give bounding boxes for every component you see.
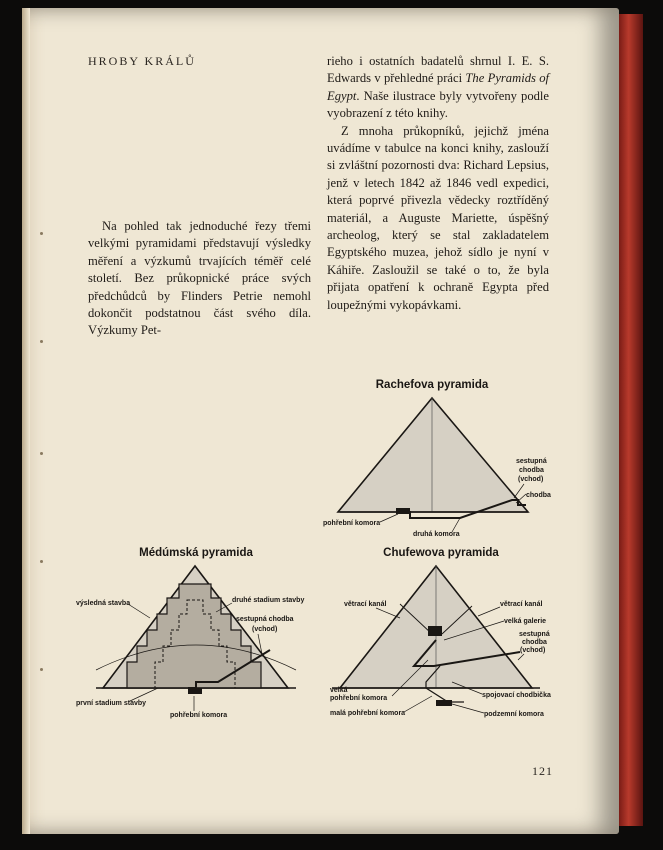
leader-line <box>478 607 500 616</box>
label: sestupná chodba <box>236 616 294 623</box>
running-header: HROBY KRÁLŮ <box>88 54 196 68</box>
label: pohřební komora <box>330 695 388 702</box>
book-title: The Pyramids of Egypt <box>327 71 549 103</box>
medum-pyramid-diagram <box>76 547 304 719</box>
label: malá pohřební komora <box>330 710 406 717</box>
rachef-pyramid-diagram <box>323 379 551 538</box>
subterranean-chamber <box>436 700 452 706</box>
label: pohřební komora <box>323 520 381 527</box>
label: větrací kanál <box>344 601 387 608</box>
label: sestupná <box>516 458 547 465</box>
label: výsledná stavba <box>76 600 131 607</box>
text-run: . Naše ilustrace byly vytvořeny podle vyobrazení z této knihy. <box>327 88 549 121</box>
label: sestupná <box>519 631 550 638</box>
leader-line <box>404 696 432 712</box>
paragraph: Na pohled tak jednoduché řezy třemi velkými pyramidami představují výsledky měření a výzkumů trvajících téměř celé století. Bez průkopnické práce svých předchůdců by Flinders Petrie nemohl dokončit podstatnou část svého díla. Výzkumy Pet- <box>88 219 311 338</box>
label: první stadium stavby <box>76 700 147 707</box>
leader-line <box>452 518 460 532</box>
text-run: rieho i ostatních badatelů shrnul I. E. S. Edwards v přehledné práci <box>327 54 549 86</box>
label: velká <box>330 687 348 694</box>
label: větrací kanál <box>500 601 543 608</box>
label: chodba <box>519 467 544 474</box>
label: podzemní komora <box>484 711 544 718</box>
leader-line <box>514 484 524 498</box>
label: velká galerie <box>504 618 547 625</box>
paragraph: Z mnoha průkopníků, jejichž jména uvádíme v tabulce na konci knihy, zaslouží si zvláštní pozornosti dva: Richard Lepsius, jenž v letech 1842 až 1846 vedl expedici, která poprvé přivezla vědecky roztříděný materiál, a Auguste Mariette, úspěšný archeolog, který se stal zakladatelem Egyptského muzea, jehož sídlo je nyní v Káhiře. Zasloužil se také o to, že byla přijata opatření k ochraně Egypta před loupežnými vykopávkami. <box>327 123 549 312</box>
leader-line <box>518 654 524 660</box>
leader-line <box>376 608 400 618</box>
diagram-title: Rachefova pyramida <box>375 379 489 391</box>
label: chodba <box>526 492 551 499</box>
label: (vchod) <box>520 647 546 654</box>
diagram-title: Médúmská pyramida <box>139 547 253 559</box>
page-number: 121 <box>532 764 553 778</box>
burial-chamber <box>396 508 410 514</box>
label: druhá komora <box>413 531 460 538</box>
label: chodba <box>522 639 547 646</box>
label: (vchod) <box>252 626 278 633</box>
leader-line <box>380 514 398 522</box>
leader-line <box>128 604 150 618</box>
pyramid-body <box>338 398 528 512</box>
label: spojovací chodbička <box>482 692 551 699</box>
leader-line <box>452 704 484 713</box>
chufu-pyramid-diagram <box>330 547 551 718</box>
label: (vchod) <box>518 476 544 483</box>
label: druhé stadium stavby <box>232 597 305 604</box>
label: pohřební komora <box>170 712 228 719</box>
kings-chamber <box>428 626 442 636</box>
burial-chamber <box>188 688 202 694</box>
diagram-title: Chufewova pyramida <box>383 547 499 559</box>
